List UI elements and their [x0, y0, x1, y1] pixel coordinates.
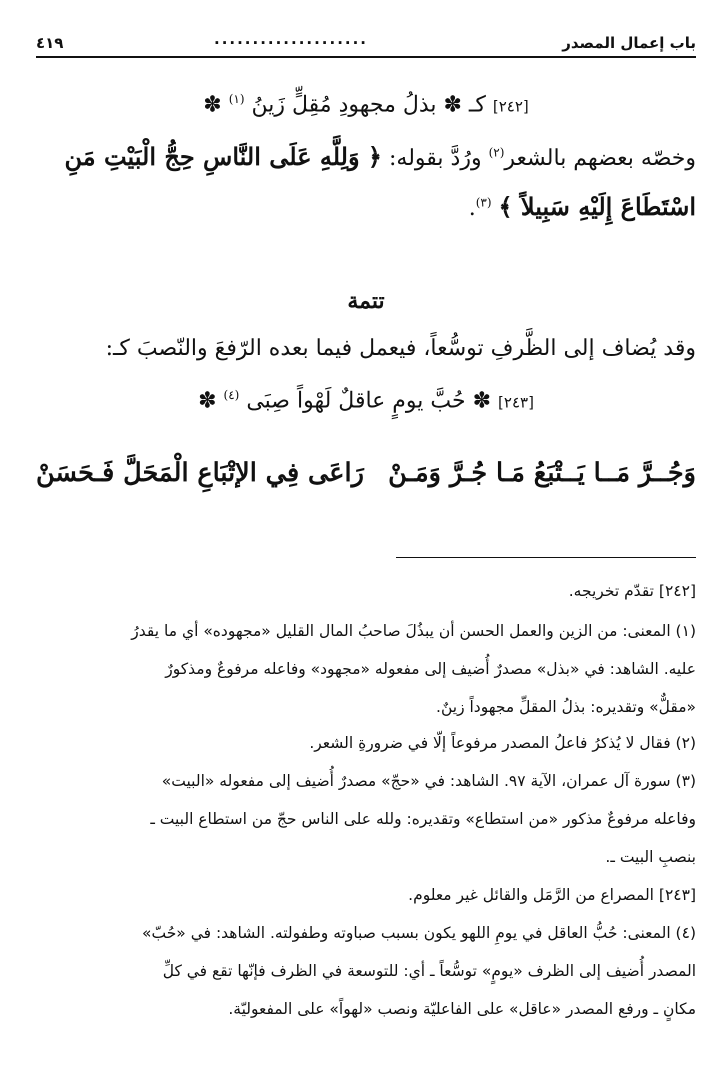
book-page [36, 30, 696, 1060]
verse-end-mark: ✽ [198, 388, 217, 414]
footnote-2: (٢) فقال لا يُذكرُ فاعلُ المصدر مرفوعاً إلّا في ضرورةِ الشعر. [309, 734, 696, 752]
footnote-4-line-2: المصدر أُضيف إلى الظرف «يومٍ» توسُّعاً ـ أي: للتوسعة في الظرف فإنّها تقع في كلِّ [162, 962, 696, 980]
footnote-4-line-1: (٤) المعنى: حُبُّ العاقل في يومِ اللهو يكون بسبب صباوته وطفولته. الشاهد: في «حُبّ» [142, 924, 696, 942]
footnote-ref: (١) [228, 92, 245, 106]
page-number: ٤١٩ [36, 34, 64, 52]
quran-quote: ﴿ وَلِلَّهِ عَلَى النَّاسِ حِجُّ الْبَيْتِ مَنِ [64, 142, 382, 171]
chapter-title: باب إعمال المصدر [562, 34, 696, 52]
footnote-3-line-2: وفاعله مرفوعٌ مذكور «من استطاع» وتقديره: ولله على الناس حجّ من استطاع البيت ـ [150, 810, 696, 828]
footnote-1-line-1: (١) المعنى: من الزين والعمل الحسن أن يبذُلَ صاحبُ المال القليل «مجهوده» أي ما يقدرُ [131, 622, 696, 640]
footnote-ref: (٤) [223, 388, 240, 402]
footnote-1-line-2: عليه. الشاهد: في «بذل» مصدرٌ أُضيف إلى مفعوله «مجهود» وفاعله مرفوعٌ ومذكورٌ [165, 660, 696, 678]
poem-first-hemistich: وَجُــرَّ مَــا يَــتْبَعُ مَـا جُـرَّ وَمَـنْ [388, 458, 696, 488]
running-header [36, 30, 696, 58]
verse-text: كـ ✽ بذلُ مجهودِ مُقِلٍّ زَينُ [251, 92, 486, 118]
footnote-ref: (٢) [488, 145, 505, 160]
verse-text: ✽ حُبَّ يومٍ عاقلٌ لَهْواً صِبَى [246, 388, 492, 414]
paragraph-1-line-2 [36, 192, 696, 221]
footnote-3-line-3: بنصبِ البيت ـ. [605, 848, 696, 866]
sentence-end: . [468, 196, 476, 221]
footnote-1-line-3: «مقلٌّ» وتقديره: بذلُ المقلِّ مجهوداً زينٌ. [436, 698, 696, 716]
verse-243 [36, 388, 696, 413]
footnote-243: [٢٤٣] المصراع من الرَّمَل والقائل غير معلوم. [408, 886, 696, 904]
paragraph-text: ورُدَّ بقوله: [389, 146, 482, 171]
footnote-separator [396, 557, 696, 558]
verse-end-mark: ✽ [203, 92, 222, 118]
footnote-ref: (٣) [475, 195, 492, 210]
section-heading: تتمة [347, 288, 385, 314]
quran-quote: اسْتَطَاعَ إِلَيْهِ سَبِيلاً ﴾ [498, 192, 696, 221]
alfiyya-poem-line [36, 458, 696, 508]
footnote-4-line-3: مكانٍ ـ ورفع المصدر «عاقل» على الفاعليّة ونصب «لهواً» على المفعوليّة. [228, 1000, 696, 1018]
paragraph-1-line-1 [36, 142, 696, 171]
footnote-242: [٢٤٢] تقدّم تخريجه. [568, 582, 696, 600]
verse-242 [36, 92, 696, 117]
paragraph-2: وقد يُضاف إلى الظَّرفِ توسُّعاً، فيعمل فيما بعده الرّفعَ والنّصبَ كـ: [105, 336, 696, 361]
leader-dots: .................... [214, 30, 368, 48]
footnote-3-line-1: (٣) سورة آل عمران، الآية ٩٧. الشاهد: في «حجّ» مصدرٌ أُضيف إلى مفعوله «البيت» [161, 772, 696, 790]
verse-number: [٢٤٢] [492, 97, 529, 116]
verse-number: [٢٤٣] [498, 393, 534, 412]
poem-second-hemistich: رَاعَى فِي الإتْبَاعِ الْمَحَلَّ فَـحَسَنْ [36, 458, 364, 488]
paragraph-text: وخصّه بعضهم بالشعر [504, 146, 696, 171]
